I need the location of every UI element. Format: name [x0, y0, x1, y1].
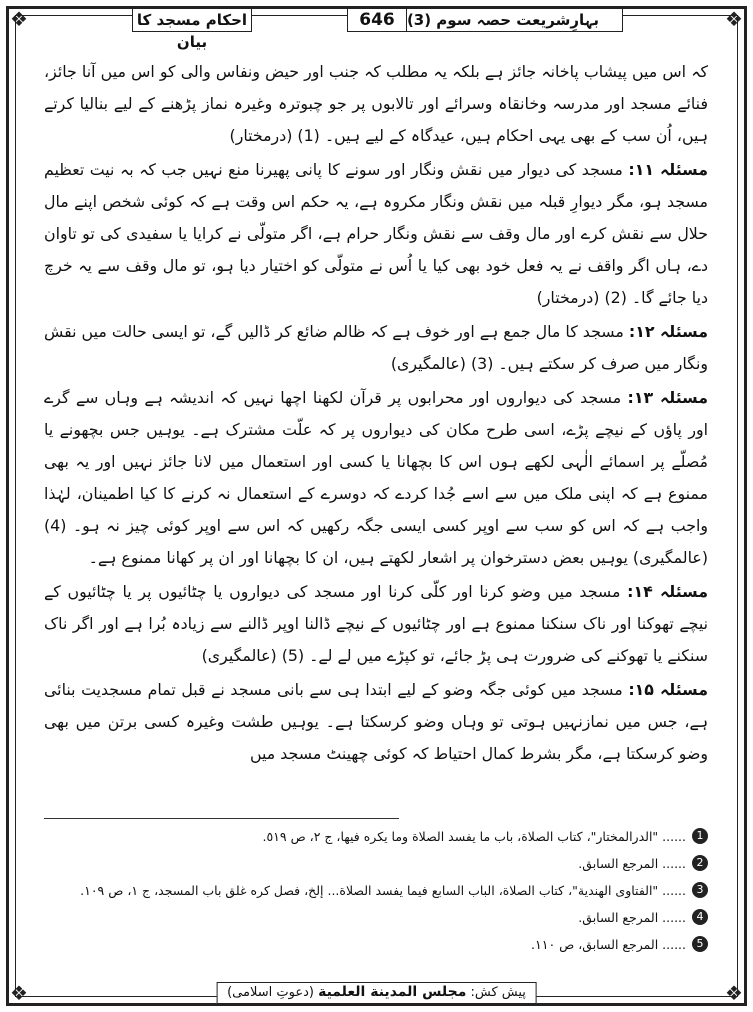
- paragraph: مسئلہ ۱۳: مسجد کی دیواروں اور محرابوں پر قرآن لکھنا اچھا نہیں کہ اندیشہ ہے وہاں سے گرے اور پاؤں کے نیچے پڑے، اسی طرح مکان کی دیواروں پر کہ علّت مشترک ہے۔ یوہیں جس بچھونے یا مُصلّے پر اسمائے الٰہی لکھے ہوں اس کا بچھانا یا کسی اور استعمال میں لانا جائز نہیں اور یہ بھی ممنوع ہے کہ اپنی ملک میں سے اسے جُدا کردے کہ دوسرے کے استعمال نہ کرنے کا کیا اطمینان، لہٰذا واجب ہے کہ اس کو سب سے اوپر کسی ایسی جگہ رکھیں کہ اس سے اوپر کوئی چیز نہ ہو۔ (4) (عالمگیری) یوہیں بعض دسترخوان پر اشعار لکھتے ہیں، ان کا بچھانا اور ان پر کھانا ممنوع ہے۔: [44, 388, 709, 567]
- book-title: بہارِشریعت حصہ سوم (3): [383, 8, 623, 32]
- paragraph: مسئلہ ۱۲: مسجد کا مال جمع ہے اور خوف ہے کہ ظالم ضائع کر ڈالیں گے، تو ایسی حالت میں نقش ونگار میں صرف کر سکتے ہیں۔ (3) (عالمگیری): [44, 322, 708, 373]
- masala-label: مسئلہ ۱۲:: [628, 322, 708, 341]
- paragraph: مسئلہ ۱۱: مسجد کی دیوار میں نقش ونگار اور سونے کا پانی پھیرنا منع نہیں جب کہ بہ نیت تعظیم مسجد ہو، مگر دیوارِ قبلہ میں نقش ونگار مکروہ ہے، یہ حکم اس وقت ہے کہ کوئی شخص اپنے مال حلال سے نقش کرے اور مال وقف سے نقش ونگار حرام ہے، اگر متولّی نے کرایا یا سفیدی کی تو تاوان دے، ہاں اگر واقف نے یہ فعل خود بھی کیا یا اُس نے متولّی کو اختیار دیا ہو، تو مال وقف سے یہ خرچ دیا جائے گا۔ (2) (درمختار): [44, 160, 708, 307]
- paragraph: مسئلہ ۱۴: مسجد میں وضو کرنا اور کلّی کرنا اور مسجد کی دیواروں یا چٹائیوں پر یا چٹائیوں کے نیچے تھوکنا اور ناک سنکنا ممنوع ہے اور چٹائیوں کے نیچے ڈالنا اوپر ڈالنے سے زیادہ بُرا ہے اور اگر ناک سنکنے یا تھوکنے کی ضرورت ہی پڑ جائے، تو کپڑے میں لے لے۔ (5) (عالمگیری): [44, 582, 708, 665]
- footnotes: [44, 823, 708, 958]
- footnote: 5 ...... المرجع السابق، ص ١١٠.: [44, 931, 708, 958]
- footnote-separator: [44, 818, 399, 819]
- corner-ornament-icon: ❖: [725, 981, 743, 1005]
- corner-ornament-icon: ❖: [10, 7, 28, 31]
- paragraph: مسئلہ ۱۵: مسجد میں کوئی جگہ وضو کے لیے ابتدا ہی سے بانی مسجد نے قبل تمام مسجدیت بنائی ہے، جس میں نمازنہیں ہوتی تو وہاں وضو کرسکتا ہے۔ یوہیں طشت وغیرہ کسی برتن میں بھی وضو کرسکتا ہے، مگر بشرط کمال احتیاط کہ کوئی چھینٹ مسجد میں: [44, 680, 708, 763]
- masala-label: مسئلہ ۱۴:: [627, 582, 708, 601]
- footnote: 1 ...... "الدرالمختار"، كتاب الصلاة، باب ما يفسد الصلاة وما يكره فيها، ج ٢، ص ٥١٩.: [44, 823, 708, 850]
- paragraph: کہ اس میں پیشاب پاخانہ جائز ہے بلکہ یہ مطلب کہ جنب اور حیض ونفاس والی کو اس میں آنا جائز، فنائے مسجد اور مدرسہ وخانقاہ وسرائے اور تالابوں پر جو چبوترہ وغیرہ نماز پڑھنے کے لیے بنالیا کرتے ہیں، اُن سب کے بھی یہی احکام ہیں، عیدگاہ کے لیے ہیں۔ (1) (درمختار): [44, 62, 708, 145]
- corner-ornament-icon: ❖: [725, 7, 743, 31]
- masala-label: مسئلہ ۱۵:: [628, 680, 708, 699]
- footnote: 4 ...... المرجع السابق.: [44, 904, 708, 931]
- masala-label: مسئلہ ۱۳:: [627, 388, 709, 407]
- page-number: 646: [347, 8, 407, 32]
- masala-label: مسئلہ ۱۱:: [628, 160, 708, 179]
- corner-ornament-icon: ❖: [10, 981, 28, 1005]
- page-header: [22, 8, 731, 51]
- publisher-credit: پیش کش: مجلس المدينة العلمية (دعوتِ اسلامی): [216, 982, 537, 1004]
- footnote: 2 ...... المرجع السابق.: [44, 850, 708, 877]
- chapter-title: احکام مسجد کا بیان: [132, 8, 252, 32]
- page-footer: [22, 982, 731, 1004]
- main-text: [44, 56, 708, 772]
- footnote: 3 ...... "الفتاوى الهندية"، كتاب الصلاة، الباب السابع فيما يفسد الصلاة... إلخ، فصل كره غلق باب المسجد، ج ١، ص ١٠٩.: [44, 877, 708, 904]
